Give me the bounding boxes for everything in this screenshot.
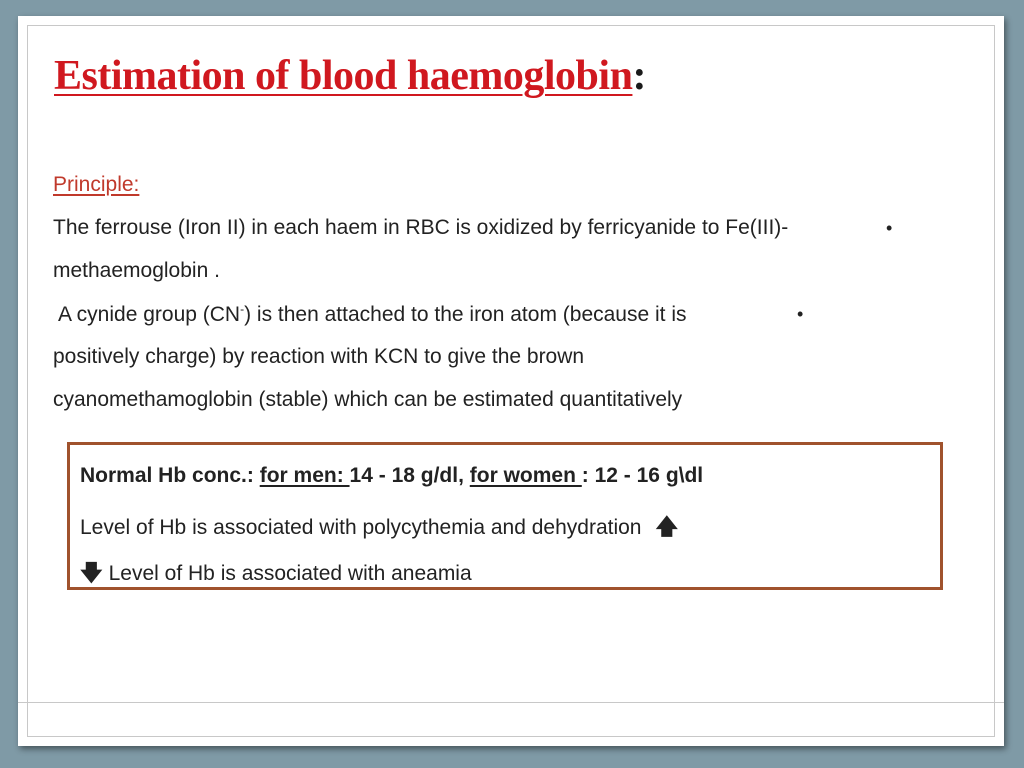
low-hb-row (80, 556, 472, 594)
principle-line-3-b: ) is then attached to the iron atom (because it is (244, 303, 687, 326)
down-arrow-icon: 🡇 (80, 560, 103, 585)
women-value: : 12 - 16 g\dl (581, 464, 704, 487)
normal-hb-label: Normal Hb conc.: (80, 464, 254, 487)
high-hb-row (80, 510, 678, 548)
slide-title-colon: : (632, 53, 646, 99)
normal-hb-row (80, 464, 703, 488)
principle-line-4: positively charge) by reaction with KCN to give the brown (53, 345, 585, 368)
slide-title-text: Estimation of blood haemoglobin (54, 53, 633, 99)
up-arrow-icon: 🡅 (655, 514, 679, 539)
low-hb-text: Level of Hb is associated with aneamia (108, 562, 472, 585)
men-value: 14 - 18 g/dl, (349, 464, 470, 487)
cn-charge-superscript: - (240, 302, 245, 316)
women-label: for women (469, 464, 582, 487)
bullet-marker-2: • (797, 304, 804, 324)
principle-line-1: The ferrouse (Iron II) in each haem in RBC is oxidized by ferricyanide to Fe(III)- (53, 216, 789, 239)
principle-line-5: cyanomethamoglobin (stable) which can be estimated quantitatively (53, 388, 683, 411)
normal-values-box (67, 442, 943, 590)
slide-frame (27, 25, 995, 737)
men-label: for men: (259, 464, 350, 487)
principle-line-2: methaemoglobin . (53, 259, 220, 282)
slide (18, 16, 1004, 746)
principle-line-3-a: A cynide group (CN (58, 303, 241, 326)
slide-title (54, 52, 646, 100)
principle-line-3 (58, 302, 687, 327)
bullet-marker-1: • (886, 218, 893, 238)
high-hb-text: Level of Hb is associated with polycythemia and dehydration (80, 516, 642, 539)
principle-heading: Principle: (53, 173, 140, 196)
footer-divider (18, 702, 1004, 703)
